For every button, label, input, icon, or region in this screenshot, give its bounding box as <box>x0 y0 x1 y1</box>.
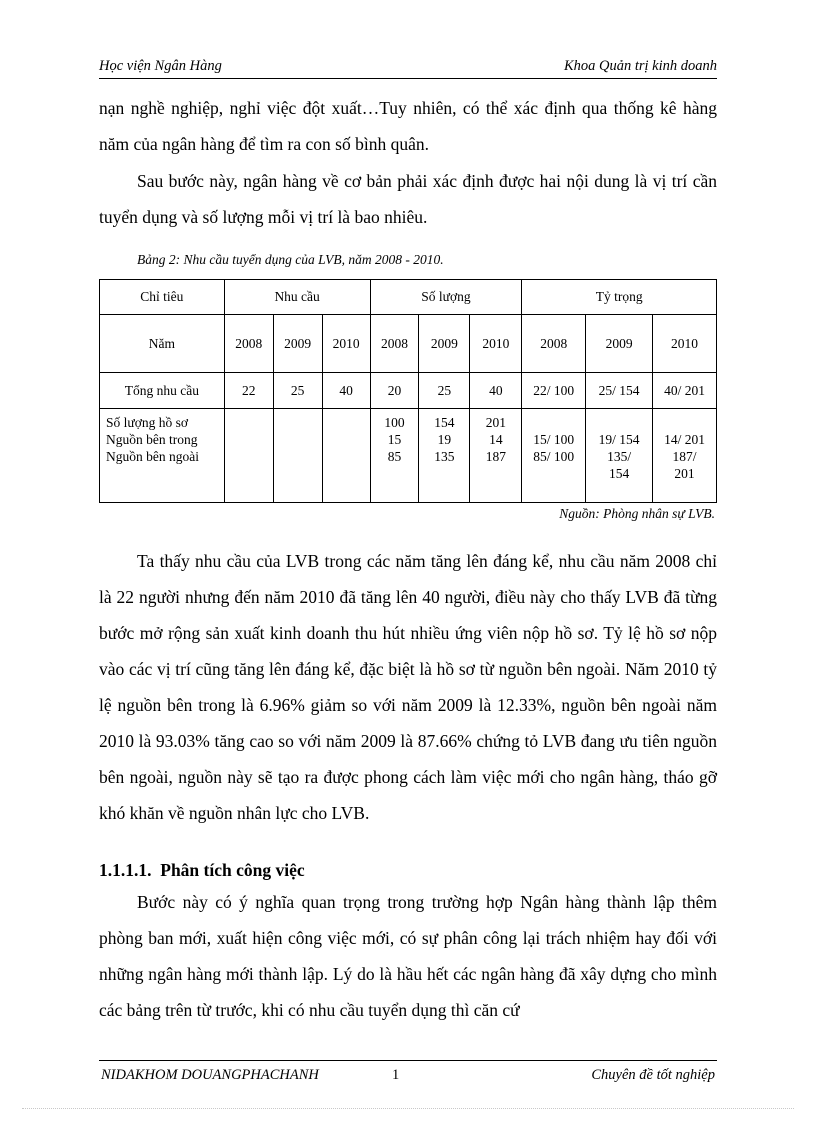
year-cell: 2009 <box>273 315 322 373</box>
cell-value: 85/ 100 <box>533 449 575 464</box>
table-cell: 25 <box>273 373 322 409</box>
paragraph-3: Ta thấy nhu cầu của LVB trong các năm tăng lên đáng kể, nhu cầu năm 2008 chỉ là 22 người nhưng đến năm 2010 đã tăng lên 40 người, điều này cho thấy LVB đã từng bước mở rộng sản xuất kinh doanh thu hút nhiều ứng viên nộp hồ sơ. Tỷ lệ hồ sơ nộp vào các vị trí cũng tăng lên đáng kể, đặc biệt là hồ sơ từ nguồn bên ngoài. Năm 2010 tỷ lệ nguồn bên trong là 6.96% giảm so với năm 2009 là 12.33%, nguồn bên ngoài năm 2010 là 93.03% tăng cao so với năm 2009 là 87.66% chứng tỏ LVB đang ưu tiên nguồn bên ngoài, nguồn này sẽ tạo ra được phong cách làm việc mới cho ngân hàng, tháo gỡ khó khăn về nguồn nhân lực cho LVB. <box>99 551 717 823</box>
year-cell: 2008 <box>224 315 273 373</box>
cell-value: 187/ <box>672 449 697 464</box>
cell-value: 15 <box>387 432 402 447</box>
table-cell <box>370 409 419 503</box>
header-so-luong: Số lượng <box>370 280 522 315</box>
cell-value: 14 <box>489 432 503 447</box>
footer-right: Chuyên đề tốt nghiệp <box>591 1067 715 1083</box>
table-cell <box>653 409 717 503</box>
header-nhu-cau: Nhu cầu <box>224 280 370 315</box>
cell-value: 100 <box>384 415 405 430</box>
header-left: Học viện Ngân Hàng <box>99 58 222 74</box>
table-cell: 40/ 201 <box>653 373 717 409</box>
footer-author: NIDAKHOM DOUANGPHACHANH <box>101 1067 319 1083</box>
cell-value: 85 <box>387 449 402 464</box>
cell-value: 19/ 154 <box>598 432 640 447</box>
year-cell: 2010 <box>653 315 717 373</box>
cell-value: 201 <box>485 415 506 430</box>
header-nam: Năm <box>100 315 225 373</box>
page-edge-divider <box>22 1108 794 1109</box>
heading-title: Phân tích công việc <box>160 860 305 880</box>
recruitment-table <box>99 279 717 503</box>
table-cell: 25/ 154 <box>586 373 653 409</box>
table-cell <box>586 409 653 503</box>
heading-number: 1.1.1.1. <box>99 860 152 880</box>
row-label: Số lượng hồ sơ <box>106 415 188 430</box>
year-cell: 2010 <box>322 315 370 373</box>
paragraph-1: nạn nghề nghiệp, nghỉ việc đột xuất…Tuy nhiên, có thể xác định qua thống kê hàng năm của ngân hàng để tìm ra con số bình quân. <box>99 98 717 154</box>
cell-value: 201 <box>674 466 695 481</box>
table-cell: 22/ 100 <box>522 373 586 409</box>
table-row-ho-so <box>100 409 717 503</box>
paragraph-2: Sau bước này, ngân hàng về cơ bản phải xác định được hai nội dung là vị trí cần tuyển dụng và số lượng mỗi vị trí là bao nhiêu. <box>99 171 717 227</box>
year-cell: 2008 <box>522 315 586 373</box>
table-cell: 40 <box>470 373 522 409</box>
table-cell <box>522 409 586 503</box>
table-cell <box>419 409 470 503</box>
cell-value: 135/ <box>607 449 632 464</box>
row-label: Nguồn bên ngoài <box>106 449 199 464</box>
paragraph-4: Bước này có ý nghĩa quan trọng trong trường hợp Ngân hàng thành lập thêm phòng ban mới, xuất hiện công việc mới, có sự phân công lại trách nhiệm hay đối với những ngân hàng mới thành lập. Lý do là hầu hết các ngân hàng đã xây dựng cho mình các bảng trên từ trước, khi có nhu cầu tuyển dụng thì căn cứ <box>99 892 717 1020</box>
table-cell: 20 <box>370 373 419 409</box>
cell-value: 154 <box>609 466 630 481</box>
table-cell <box>224 409 273 503</box>
page-number: 1 <box>392 1067 400 1083</box>
row-label: Tổng nhu cầu <box>100 373 225 409</box>
cell-value: 14/ 201 <box>664 432 705 447</box>
year-cell: 2009 <box>586 315 653 373</box>
page-footer <box>99 1060 717 1085</box>
cell-value: 135 <box>434 449 455 464</box>
table-cell: 25 <box>419 373 470 409</box>
cell-value: 19 <box>437 432 452 447</box>
table-year-row <box>100 315 717 373</box>
year-cell: 2009 <box>419 315 470 373</box>
cell-value: 187 <box>485 449 506 464</box>
table-cell: 22 <box>224 373 273 409</box>
cell-value: 15/ 100 <box>533 432 575 447</box>
row-labels <box>100 409 225 503</box>
page-header <box>99 58 717 79</box>
table-source: Nguồn: Phòng nhân sự LVB. <box>559 506 715 521</box>
table-cell <box>470 409 522 503</box>
table-cell <box>322 409 370 503</box>
row-label: Nguồn bên trong <box>106 432 198 447</box>
table-cell: 40 <box>322 373 370 409</box>
table-row-tong <box>100 373 717 409</box>
header-right: Khoa Quản trị kinh doanh <box>563 58 717 74</box>
year-cell: 2008 <box>370 315 419 373</box>
year-cell: 2010 <box>470 315 522 373</box>
header-chi-tieu: Chỉ tiêu <box>100 280 225 315</box>
cell-value: 154 <box>434 415 455 430</box>
table-cell <box>273 409 322 503</box>
table-caption: Bảng 2: Nhu cầu tuyển dụng của LVB, năm 2008 - 2010. <box>137 252 444 267</box>
header-ty-trong: Tỷ trọng <box>522 280 717 315</box>
section-heading <box>99 852 305 888</box>
table-header-row <box>100 280 717 315</box>
